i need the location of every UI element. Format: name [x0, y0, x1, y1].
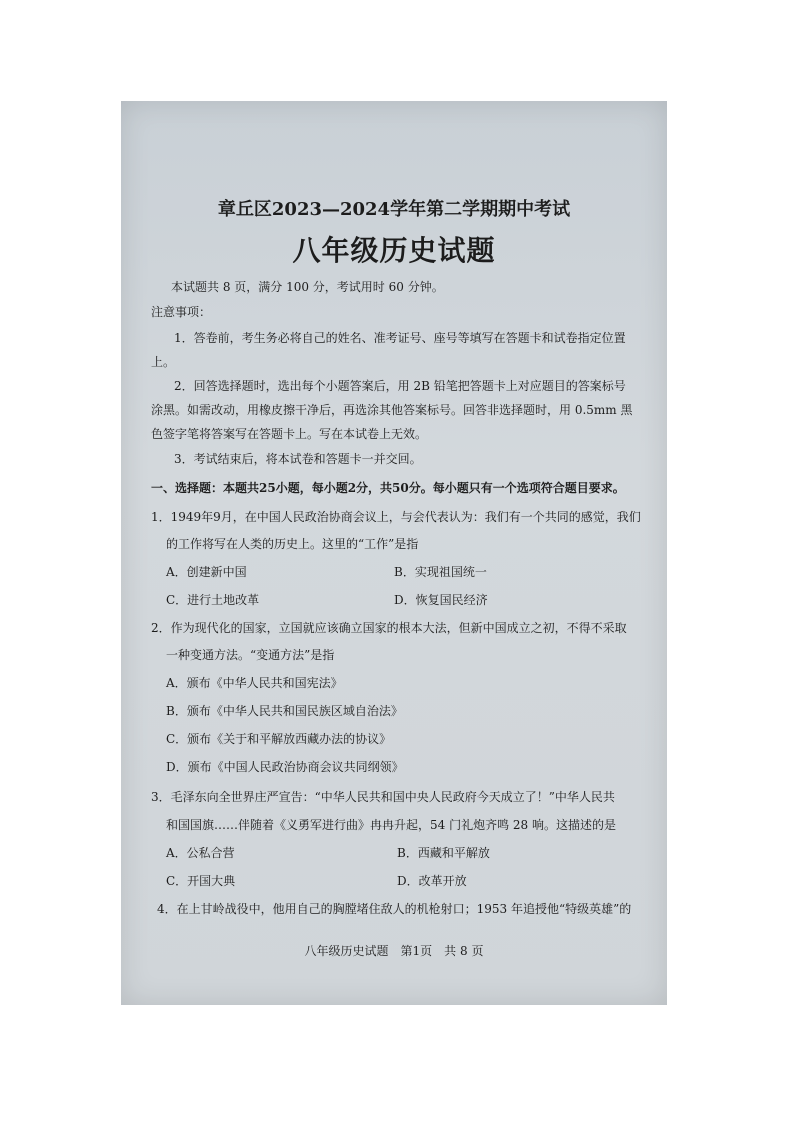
section-heading: 一、选择题：本题共25小题，每小题2分，共50分。每小题只有一个选项符合题目要求。	[151, 481, 625, 495]
question-2: 2．作为现代化的国家，立国就应该确立国家的根本大法，但新中国成立之初，不得不采取	[151, 621, 627, 635]
notice-item-1: 1．答卷前，考生务必将自己的姓名、准考证号、座号等填写在答题卡和试卷指定位置	[174, 331, 626, 345]
q2-option-c: C．颁布《关于和平解放西藏办法的协议》	[166, 732, 392, 746]
q1-option-d: D．恢复国民经济	[394, 593, 488, 607]
question-3: 3．毛泽东向全世界庄严宣告：“中华人民共和国中央人民政府今天成立了！”中华人民共	[151, 790, 615, 804]
question-4: 4．在上甘岭战役中，他用自己的胸膛堵住敌人的机枪射口；1953 年追授他“特级英雄”的	[157, 902, 632, 916]
exam-info: 本试题共 8 页，满分 100 分，考试用时 60 分钟。	[171, 280, 444, 294]
page-footer: 八年级历史试题 第1页 共 8 页	[304, 944, 484, 958]
q1-option-a: A．创建新中国	[166, 565, 247, 579]
notice-item-2-cont-2: 色签字笔将答案写在答题卡上。写在本试卷上无效。	[151, 427, 428, 441]
exam-paper	[121, 101, 667, 1005]
q3-option-b: B．西藏和平解放	[397, 846, 490, 860]
q3-option-d: D．改革开放	[397, 874, 467, 888]
notice-item-2-cont-1: 涂黑。如需改动，用橡皮擦干净后，再选涂其他答案标号。回答非选择题时，用 0.5mm 黑	[151, 403, 633, 417]
q2-option-a: A．颁布《中华人民共和国宪法》	[166, 676, 343, 690]
question-1-cont: 的工作将写在人类的历史上。这里的“工作”是指	[166, 537, 419, 551]
notice-item-3: 3．考试结束后，将本试卷和答题卡一并交回。	[174, 452, 422, 466]
question-3-cont: 和国国旗……伴随着《义勇军进行曲》冉冉升起，54 门礼炮齐鸣 28 响。这描述的是	[166, 818, 616, 832]
notice-item-1-cont: 上。	[151, 355, 176, 369]
q2-option-b: B．颁布《中华人民共和国民族区域自治法》	[166, 704, 403, 718]
notice-heading: 注意事项：	[151, 305, 212, 319]
exam-title: 章丘区2023—2024学年第二学期期中考试	[217, 199, 571, 220]
notice-item-2: 2．回答选择题时，选出每个小题答案后，用 2B 铅笔把答题卡上对应题目的答案标号	[174, 379, 626, 393]
q2-option-d: D．颁布《中国人民政治协商会议共同纲领》	[166, 760, 404, 774]
q3-option-a: A．公私合营	[166, 846, 235, 860]
question-1: 1．1949年9月，在中国人民政治协商会议上，与会代表认为：我们有一个共同的感觉，我们	[151, 510, 641, 524]
q1-option-c: C．进行土地改革	[166, 593, 260, 607]
q1-option-b: B．实现祖国统一	[394, 565, 487, 579]
q3-option-c: C．开国大典	[166, 874, 236, 888]
exam-photo	[121, 101, 667, 1005]
question-2-cont: 一种变通方法。“变通方法”是指	[166, 648, 335, 662]
subject-title: 八年级历史试题	[292, 234, 496, 267]
